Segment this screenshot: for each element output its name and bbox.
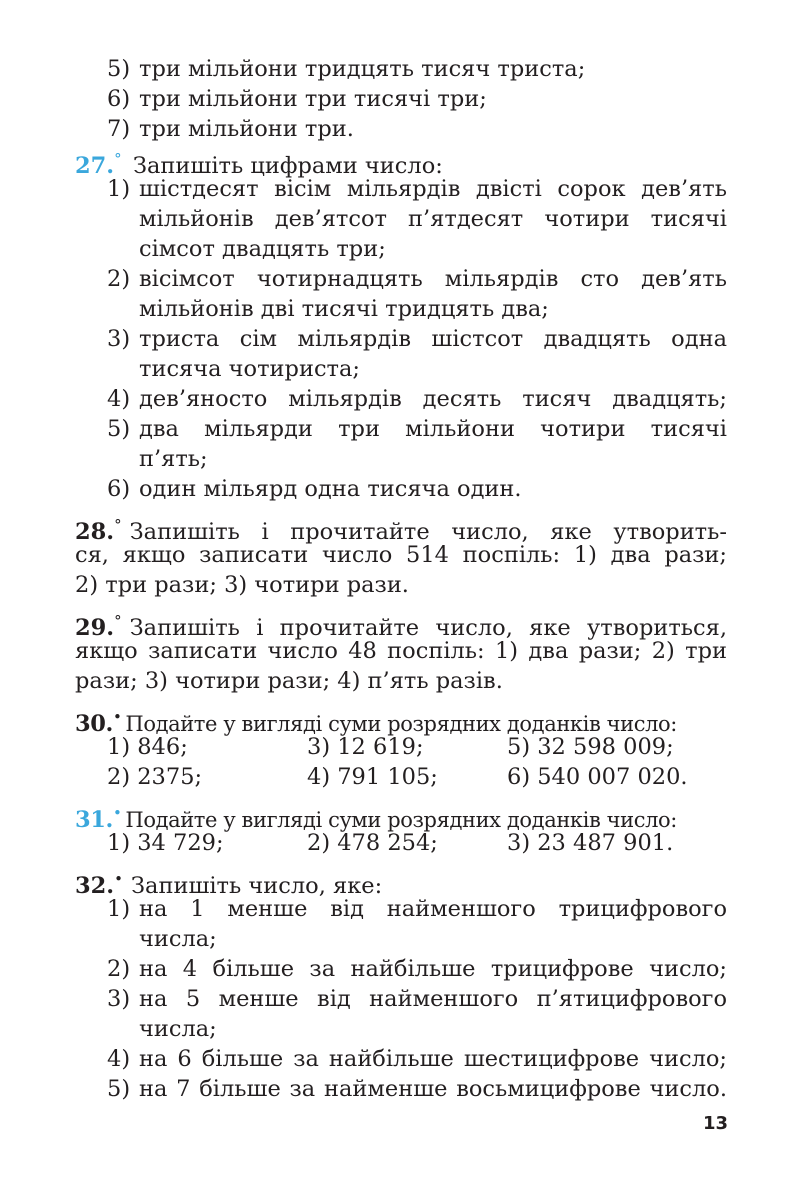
textbook-page [75,54,727,1104]
list-item-continuation: числа; [139,926,217,952]
list-item: 5) три мільйони тридцять тисяч триста; [107,56,586,82]
list-item: 2) вісімсот чотирнадцять мільярдів сто дев’ять [107,266,727,292]
list-item: 5) два мільярди три мільйони чотири тисячі [107,416,727,442]
task-29-heading: 29.° Запишіть і прочитайте число, яке утвориться, [75,606,727,636]
task-number: 28.° [75,516,122,545]
task-number: 27.° [75,150,122,179]
task-31-heading: 31.• Подайте у вигляді суми розрядних доданків число: [75,798,727,828]
task-text: ся, якщо записати число 514 поспіль: 1) два рази; [75,542,727,568]
list-item-continuation: мільйонів дев’ятсот п’ятдесят чотири тисячі [139,206,727,232]
task-number: 30.• [75,708,122,737]
task-number: 32.• [75,870,124,899]
answer-row: 1) 846; 3) 12 619; 5) 32 598 009; [107,734,674,760]
list-item: 2) на 4 більше за найбільше трицифрове число; [107,956,727,982]
list-item-continuation: мільйонів дві тисячі тридцять два; [139,296,549,322]
task-28-heading: 28.° Запишіть і прочитайте число, яке утворить- [75,510,727,540]
task-32-heading: 32.• Запишіть число, яке: [75,864,727,894]
task-number: 29.° [75,612,122,641]
list-item: 6) три мільйони три тисячі три; [107,86,487,112]
task-text: якщо записати число 48 поспіль: 1) два рази; 2) три [75,638,727,664]
list-item: 3) триста сім мільярдів шістсот двадцять одна [107,326,727,352]
list-item: 6) один мільярд одна тисяча один. [107,476,522,502]
list-item-continuation: сімсот двадцять три; [139,236,386,262]
list-item: 1) шістдесят вісім мільярдів двісті сорок дев’ять [107,176,727,202]
list-item: 4) на 6 більше за найбільше шестицифрове число; [107,1046,727,1072]
list-item-continuation: числа; [139,1016,217,1042]
list-item-continuation: тисяча чотириста; [139,356,360,382]
list-item: 5) на 7 більше за найменше восьмицифрове число. [107,1076,727,1102]
list-item-continuation: п’ять; [139,446,208,472]
list-item: 4) дев’яносто мільярдів десять тисяч двадцять; [107,386,727,412]
task-text: рази; 3) чотири рази; 4) п’ять разів. [75,668,503,694]
task-27-heading: 27.° Запишіть цифрами число: [75,144,727,174]
page-number: 13 [703,1113,729,1134]
list-item: 3) на 5 менше від найменшого п’ятицифрового [107,986,727,1012]
task-text: 2) три рази; 3) чотири рази. [75,572,409,598]
list-item: 7) три мільйони три. [107,116,354,142]
answer-row: 1) 34 729; 2) 478 254; 3) 23 487 901. [107,830,674,856]
answer-row: 2) 2375; 4) 791 105; 6) 540 007 020. [107,764,688,790]
task-30-heading: 30.• Подайте у вигляді суми розрядних доданків число: [75,702,727,732]
list-item: 1) на 1 менше від найменшого трицифрового [107,896,727,922]
task-number: 31.• [75,804,122,833]
